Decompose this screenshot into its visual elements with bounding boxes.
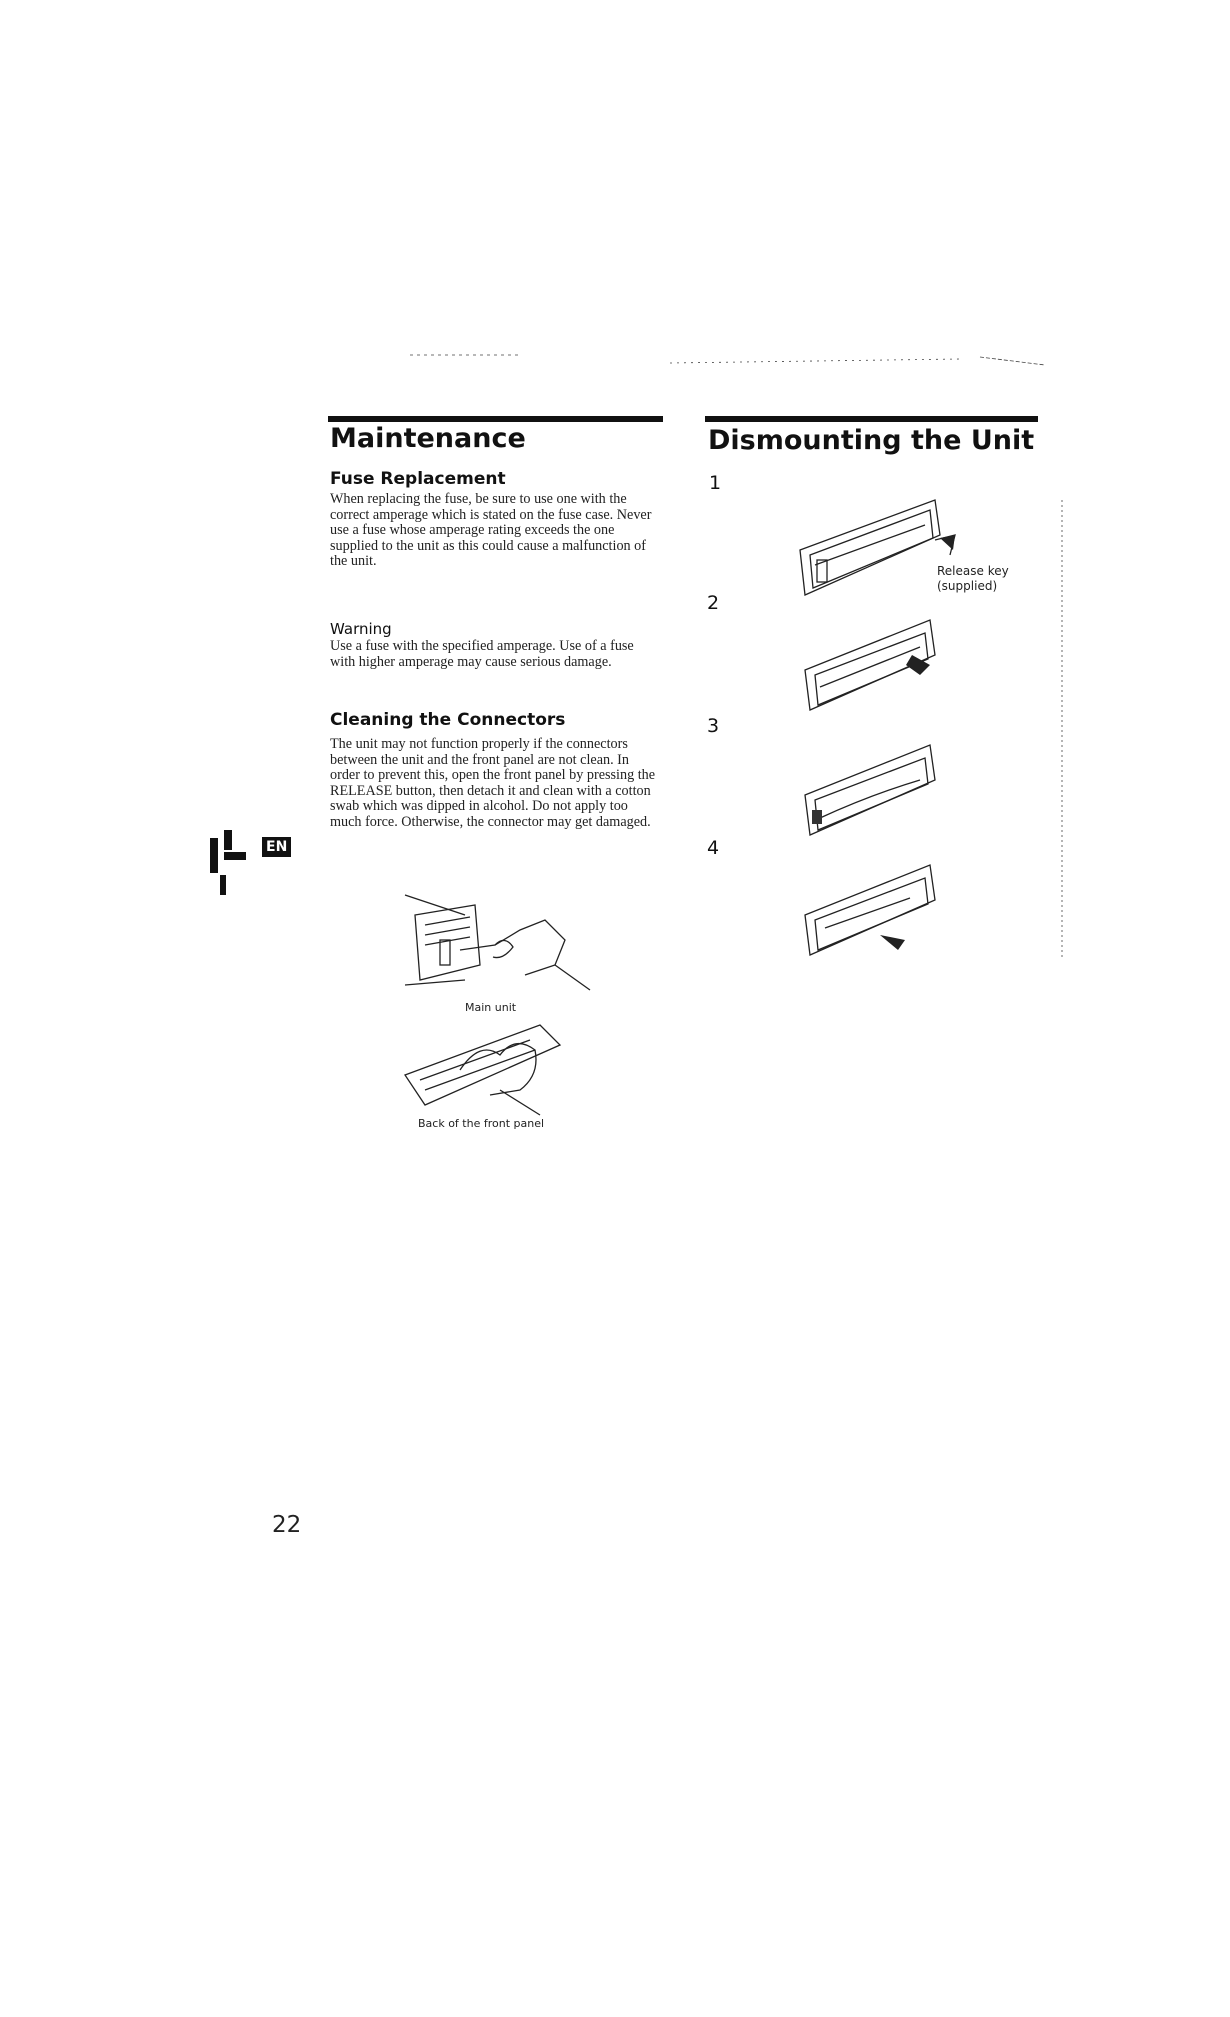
warning-text: Use a fuse with the specified amperage. Use of a fuse with higher amperage may cause serious damage. <box>330 638 634 670</box>
step-3-number: 3 <box>707 715 720 737</box>
release-key-sub: (supplied) <box>937 579 998 593</box>
step-2-figure <box>800 615 950 715</box>
cleaning-heading: Cleaning the Connectors <box>330 710 566 730</box>
cleaning-text: The unit may not function properly if the connectors between the unit and the front panel are not clean. In order to prevent this, open the front panel by pressing the RELEASE button, then detach it and clean with a cotton swab which was dipped in alcohol. Do not apply too much force. Otherwise, the connector may get damaged. <box>330 736 656 830</box>
release-key-label: Release key <box>937 564 1009 578</box>
step-2-number: 2 <box>707 592 720 614</box>
caption-back-panel: Back of the front panel <box>418 1117 545 1130</box>
main-unit-illustration <box>405 885 605 995</box>
back-panel-illustration <box>400 1020 590 1120</box>
scan-artifact-top <box>0 345 1230 375</box>
dismounting-title: Dismounting the Unit <box>708 425 1035 456</box>
language-tab: EN <box>262 837 291 857</box>
step-4-figure <box>800 860 950 960</box>
step-3-figure <box>800 740 950 840</box>
caption-main-unit: Main unit <box>465 1001 517 1014</box>
scan-artifact-right <box>1052 500 1072 960</box>
dismounting-rule <box>705 416 1038 422</box>
warning-heading: Warning <box>330 620 392 638</box>
step-1-number: 1 <box>709 472 722 494</box>
maintenance-title: Maintenance <box>330 423 526 454</box>
fuse-text: When replacing the fuse, be sure to use one with the correct amperage which is stated on the fuse case. Never use a fuse whose amperage rating exceeds the one supplied to the unit as this could cause a malfunction of the unit. <box>330 491 652 570</box>
page-number: 22 <box>272 1512 302 1538</box>
fuse-heading: Fuse Replacement <box>330 469 506 489</box>
step-4-number: 4 <box>707 837 720 859</box>
maintenance-rule <box>328 416 663 422</box>
